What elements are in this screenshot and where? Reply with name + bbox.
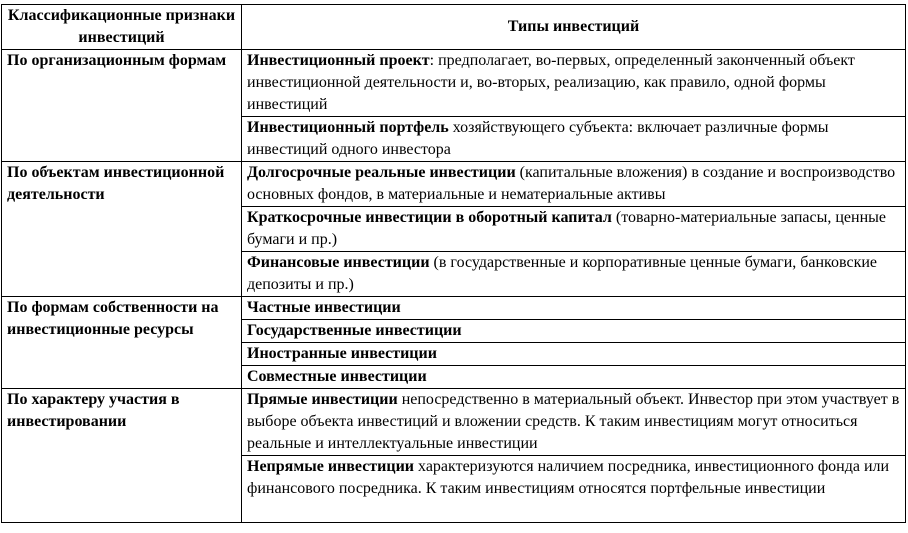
type-description: характеризуются наличием посредника, инвестиционного фонда или финансового посредника. К таким инвестициям относятся портфельные инвестиции	[247, 458, 890, 497]
type-cell	[242, 252, 906, 297]
investment-classification-table	[1, 4, 906, 523]
type-term: Инвестиционный проект	[247, 52, 430, 69]
type-description: (в государственные и корпоративные ценные бумаги, банковские депозиты и пр.)	[247, 254, 878, 293]
type-term: Частные инвестиции	[247, 299, 401, 316]
category-cell: По организационным формам	[2, 50, 242, 162]
type-cell	[242, 50, 906, 117]
type-term: Совместные инвестиции	[247, 368, 427, 385]
type-description: непосредственно в материальный объект. Инвестор при этом участвует в выборе объекта инвестиций и вложении средств. К таким инвестициям могут относиться реальные и интеллектуальные инвестиции	[247, 391, 900, 452]
type-cell	[242, 117, 906, 162]
type-cell	[242, 366, 906, 389]
type-cell	[242, 207, 906, 252]
type-cell	[242, 297, 906, 320]
type-cell	[242, 162, 906, 207]
category-cell: По формам собственности на инвестиционные ресурсы	[2, 297, 242, 389]
type-term: Долгосрочные реальные инвестиции	[247, 164, 516, 181]
category-cell: По объектам инвестиционной деятельности	[2, 162, 242, 297]
type-description: (товарно-материальные запасы, ценные бумаги и пр.)	[247, 209, 886, 248]
type-cell	[242, 320, 906, 343]
type-term: Иностранные инвестиции	[247, 345, 437, 362]
table-header-row	[2, 5, 906, 50]
table-row	[2, 50, 906, 117]
category-cell: По характеру участия в инвестировании	[2, 389, 242, 523]
type-term: Финансовые инвестиции	[247, 254, 430, 271]
table-row	[2, 297, 906, 320]
type-cell	[242, 389, 906, 456]
type-term: Непрямые инвестиции	[247, 458, 415, 475]
header-investment-types: Типы инвестиций	[242, 5, 906, 50]
type-description: (капитальные вложения) в создание и воспроизводство основных фондов, в материальные и нематериальные активы	[247, 164, 896, 203]
type-description: : предполагает, во-первых, определенный законченный объект инвестиционной деятельности и, во-вторых, реализацию, как правило, одной формы инвестиций	[247, 52, 855, 113]
header-classification-criteria: Классификационные признаки инвестиций	[2, 5, 242, 50]
table-row	[2, 389, 906, 456]
type-description: хозяйствующего субъекта: включает различные формы инвестиций одного инвестора	[247, 119, 829, 158]
type-term: Прямые инвестиции	[247, 391, 398, 408]
type-term: Инвестиционный портфель	[247, 119, 449, 136]
table-row	[2, 162, 906, 207]
type-cell	[242, 456, 906, 523]
type-cell	[242, 343, 906, 366]
type-term: Краткосрочные инвестиции в оборотный капитал	[247, 209, 612, 226]
type-term: Государственные инвестиции	[247, 322, 462, 339]
